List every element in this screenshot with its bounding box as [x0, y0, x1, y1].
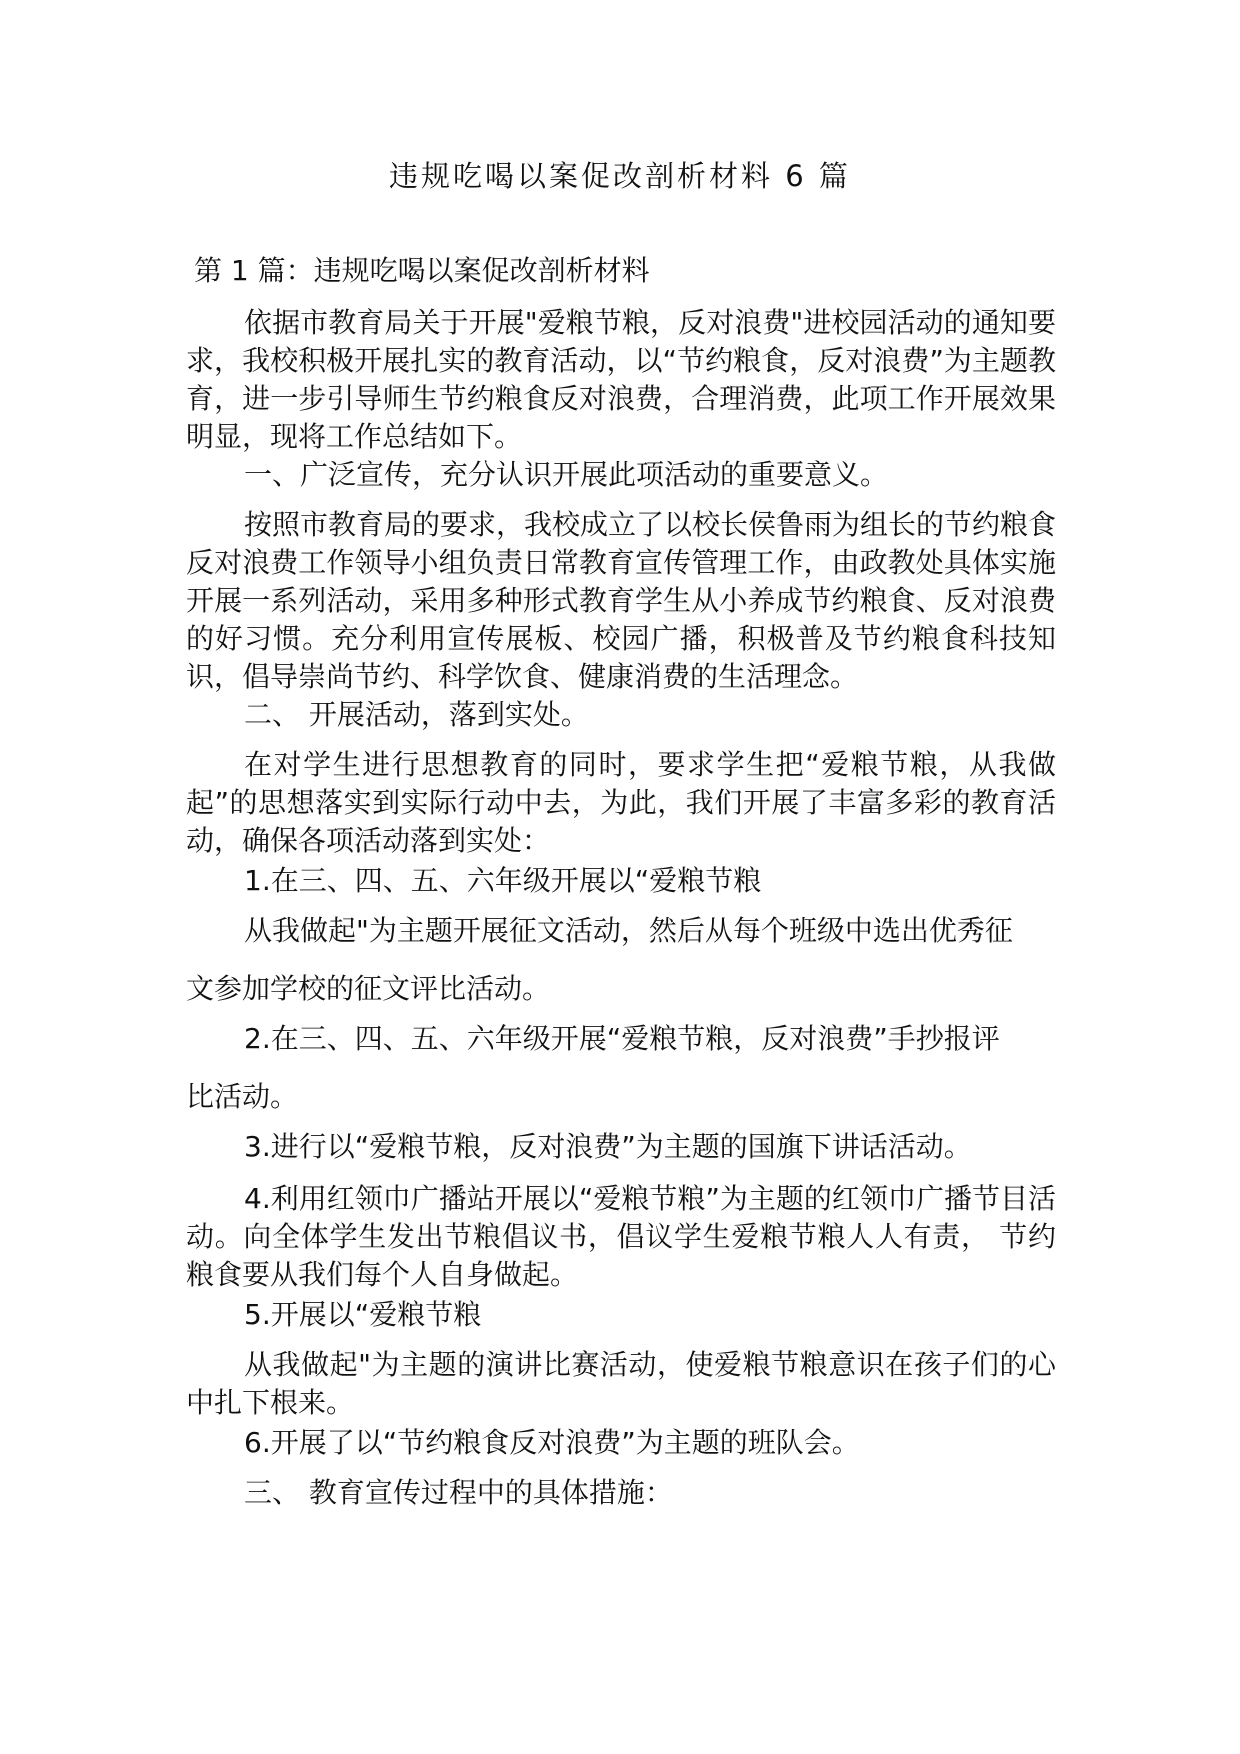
list-item-2a: 2.在三、四、五、六年级开展“爱粮节粮，反对浪费”手抄报评 — [244, 1022, 1000, 1055]
paragraph-section-1: 按照市教育局的要求，我校成立了以校长侯鲁雨为组长的节约粮食反对浪费工作领导小组负责日常教育宣传管理工作，由政教处具体实施开展一系列活动，采用多种形式教育学生从小养成节约粮食、反对浪费的好习惯。充分利用宣传展板、校园广播，积极普及节约粮食科技知识，倡导崇尚节约、科学饮食、健康消费的生活理念。 — [186, 508, 1057, 693]
paragraph-intro: 依据市教育局关于开展"爱粮节粮，反对浪费"进校园活动的通知要求，我校积极开展扎实的教育活动，以“节约粮食，反对浪费”为主题教育，进一步引导师生节约粮食反对浪费，合理消费，此项工作开展效果明显，现将工作总结如下。 — [186, 306, 1056, 453]
heading-section-1: 一、广泛宣传，充分认识开展此项活动的重要意义。 — [244, 458, 889, 491]
section-subtitle: 第 1 篇：违规吃喝以案促改剖析材料 — [194, 254, 650, 287]
list-item-5a: 5.开展以“爱粮节粮 — [244, 1298, 482, 1331]
list-item-3: 3.进行以“爱粮节粮，反对浪费”为主题的国旗下讲话活动。 — [244, 1130, 972, 1163]
list-item-1b: 从我做起"为主题开展征文活动，然后从每个班级中选出优秀征 — [244, 914, 1013, 947]
heading-section-3: 三、 教育宣传过程中的具体措施： — [244, 1476, 673, 1509]
document-title: 违规吃喝以案促改剖析材料 6 篇 — [389, 159, 851, 193]
list-item-1a: 1.在三、四、五、六年级开展以“爱粮节粮 — [244, 864, 762, 897]
list-item-2b: 比活动。 — [186, 1080, 299, 1113]
paragraph-section-2: 在对学生进行思想教育的同时，要求学生把“爱粮节粮，从我做起”的思想落实到实际行动中去，为此，我们开展了丰富多彩的教育活动，确保各项活动落到实处： — [186, 748, 1056, 857]
list-item-5b: 从我做起"为主题的演讲比赛活动，使爱粮节粮意识在孩子们的心中扎下根来。 — [186, 1348, 1056, 1419]
heading-section-2: 二、 开展活动，落到实处。 — [244, 698, 589, 731]
list-item-6: 6.开展了以“节约粮食反对浪费”为主题的班队会。 — [244, 1426, 860, 1459]
list-item-4: 4.利用红领巾广播站开展以“爱粮节粮”为主题的红领巾广播节目活动。向全体学生发出节粮倡议书，倡议学生爱粮节粮人人有责， 节约粮食要从我们每个人自身做起。 — [186, 1182, 1056, 1291]
list-item-1c: 文参加学校的征文评比活动。 — [186, 972, 551, 1005]
